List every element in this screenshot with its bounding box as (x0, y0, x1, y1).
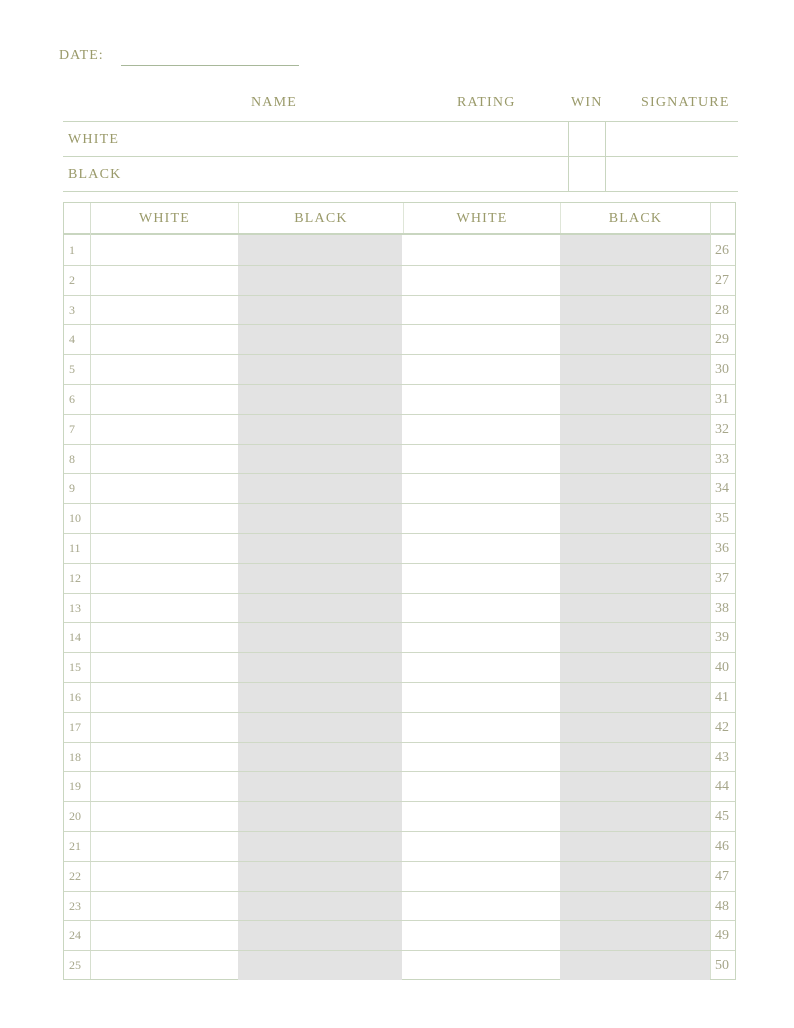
row-divider (64, 444, 735, 445)
row-divider (64, 950, 735, 951)
row-divider (64, 652, 735, 653)
move-number-right: 38 (715, 600, 729, 616)
row-divider (64, 295, 735, 296)
move-number-right: 39 (715, 630, 729, 646)
row-divider (64, 920, 735, 921)
row-divider (64, 533, 735, 534)
move-number-right: 37 (715, 570, 729, 586)
move-number-left: 8 (69, 451, 75, 466)
move-number-right: 27 (715, 272, 729, 288)
column-header-black: BLACK (238, 203, 403, 234)
move-number-left: 4 (69, 332, 75, 347)
player-row-label: WHITE (68, 132, 120, 147)
move-number-right: 46 (715, 839, 729, 854)
column-header-white: WHITE (403, 203, 560, 234)
player-row-white[interactable] (63, 122, 738, 157)
header-divider (64, 233, 735, 235)
move-number-left: 16 (69, 690, 81, 704)
move-number-right: 42 (715, 719, 729, 735)
move-number-left: 19 (69, 779, 81, 794)
move-table (63, 202, 736, 980)
row-divider (64, 682, 735, 683)
move-number-left: 5 (69, 362, 75, 377)
move-number-right: 48 (715, 898, 729, 914)
move-number-left: 12 (69, 570, 81, 585)
column-divider (710, 203, 711, 979)
move-number-right: 28 (715, 302, 729, 318)
move-number-left: 7 (69, 421, 75, 436)
column-divider (90, 203, 91, 979)
move-number-right: 33 (715, 451, 729, 467)
move-number-right: 26 (715, 243, 729, 258)
move-number-left: 22 (69, 868, 81, 883)
row-divider (64, 414, 735, 415)
move-number-right: 34 (715, 481, 729, 497)
row-divider (64, 861, 735, 862)
row-divider (64, 324, 735, 325)
black-move-column[interactable] (238, 235, 402, 980)
row-divider (64, 771, 735, 772)
move-number-left: 20 (69, 809, 81, 824)
move-number-right: 45 (715, 809, 729, 825)
row-divider (64, 712, 735, 713)
move-number-left: 21 (69, 839, 81, 853)
row-divider (64, 265, 735, 266)
move-number-right: 49 (715, 928, 729, 944)
move-number-right: 30 (715, 362, 729, 378)
column-header-white: WHITE (90, 203, 238, 234)
date-label: DATE: (59, 48, 104, 63)
move-number-left: 2 (69, 272, 75, 287)
move-number-left: 9 (69, 481, 75, 496)
row-divider (64, 831, 735, 832)
move-number-left: 1 (69, 243, 75, 257)
column-header-black: BLACK (560, 203, 710, 234)
black-move-column[interactable] (560, 235, 710, 980)
move-number-right: 47 (715, 868, 729, 884)
row-divider (64, 473, 735, 474)
move-number-right: 40 (715, 660, 729, 676)
row-divider (64, 563, 735, 564)
move-number-left: 25 (69, 958, 81, 973)
row-divider (64, 503, 735, 504)
move-number-right: 32 (715, 421, 729, 437)
win-header: WIN (571, 95, 603, 110)
name-header: NAME (251, 95, 298, 110)
signature-column-divider (605, 121, 606, 191)
row-divider (64, 354, 735, 355)
move-number-left: 15 (69, 660, 81, 675)
white-move-column[interactable] (403, 235, 559, 980)
player-row-black[interactable] (63, 157, 738, 192)
move-number-left: 13 (69, 600, 81, 615)
move-number-left: 23 (69, 898, 81, 913)
move-number-left: 10 (69, 511, 81, 526)
row-divider (64, 891, 735, 892)
move-number-left: 6 (69, 392, 75, 406)
move-number-right: 31 (715, 392, 729, 407)
move-number-left: 17 (69, 719, 81, 734)
move-number-right: 44 (715, 779, 729, 795)
row-divider (64, 593, 735, 594)
move-number-right: 41 (715, 690, 729, 705)
rating-header: RATING (457, 95, 516, 110)
row-divider (64, 622, 735, 623)
row-divider (64, 742, 735, 743)
move-number-right: 43 (715, 749, 729, 765)
move-number-right: 36 (715, 541, 729, 556)
win-column-divider (568, 121, 569, 191)
row-divider (64, 801, 735, 802)
player-row-label: BLACK (68, 167, 122, 182)
signature-header: SIGNATURE (641, 95, 730, 110)
move-number-right: 29 (715, 332, 729, 348)
move-number-left: 3 (69, 302, 75, 317)
date-field[interactable] (121, 65, 299, 66)
move-number-right: 50 (715, 958, 729, 974)
move-number-left: 24 (69, 928, 81, 943)
row-divider (64, 384, 735, 385)
move-number-left: 14 (69, 630, 81, 645)
player-table (63, 121, 738, 192)
white-move-column[interactable] (90, 235, 237, 980)
move-number-left: 11 (69, 541, 81, 555)
move-number-left: 18 (69, 749, 81, 764)
column-header-blank (710, 203, 735, 234)
move-number-right: 35 (715, 511, 729, 527)
